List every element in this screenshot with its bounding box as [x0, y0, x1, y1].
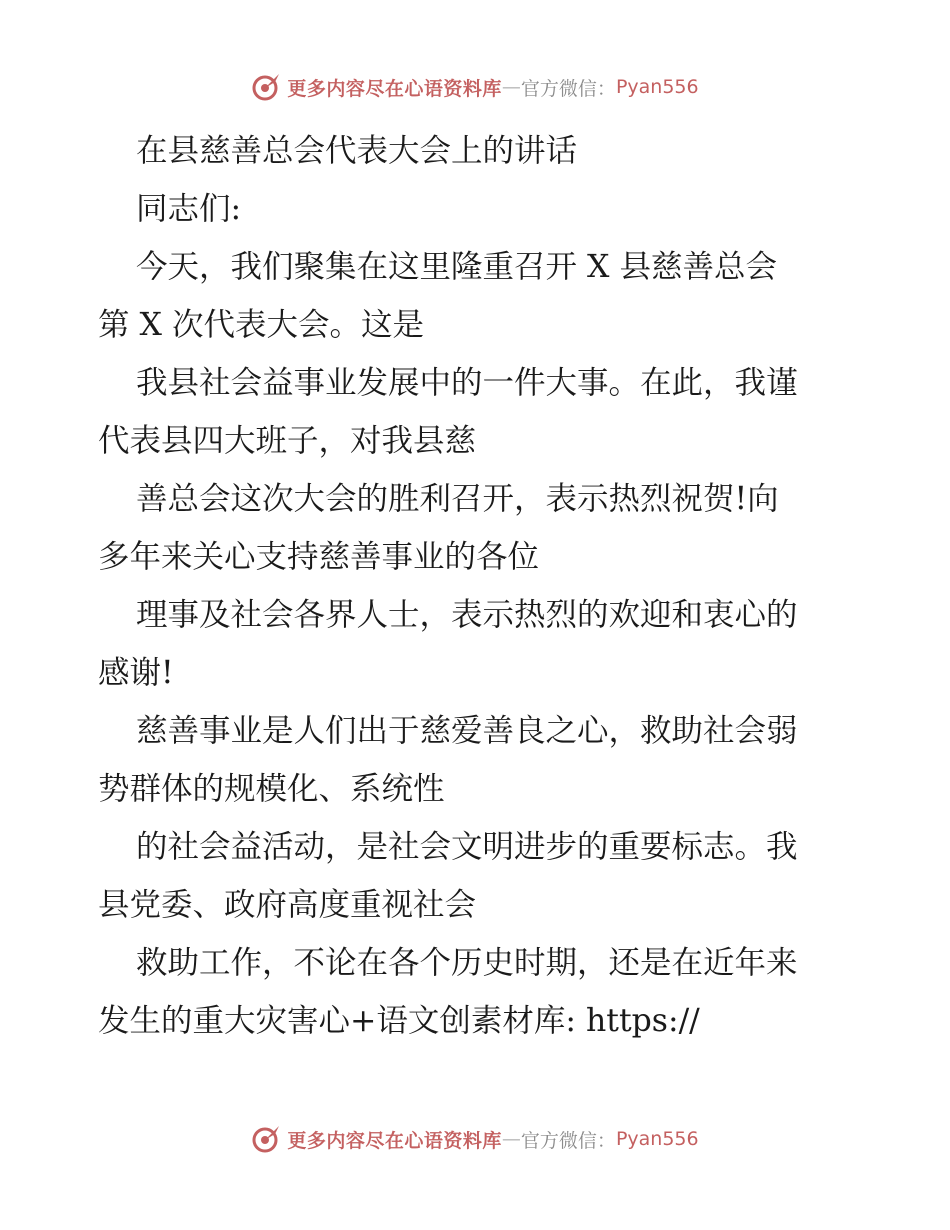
text-line: 理事及社会各界人士，表示热烈的欢迎和衷心的 — [136, 597, 798, 633]
document-body — [98, 122, 858, 1050]
header-brand-text: 更多内容尽在心语资料库 — [287, 77, 502, 100]
text-line: 慈善事业是人们出于慈爱善良之心，救助社会弱 — [136, 713, 798, 749]
footer-banner — [0, 1124, 950, 1154]
text-line: 多年来关心支持慈善事业的各位 — [98, 539, 540, 575]
quill-logo-icon — [251, 72, 281, 102]
text-line: 发生的重大灾害心+语文创素材库: https:// — [98, 1003, 700, 1039]
text-line: 今天，我们聚集在这里隆重召开 X 县慈善总会 — [136, 249, 777, 285]
header-contact-label: 官方微信： — [520, 77, 616, 100]
footer-contact-label: 官方微信： — [520, 1129, 616, 1152]
text-line: 同志们: — [136, 191, 242, 227]
quill-logo-icon — [251, 1124, 281, 1154]
text-line: 善总会这次大会的胜利召开，表示热烈祝贺!向 — [136, 481, 779, 517]
header-banner — [0, 72, 950, 102]
text-line: 的社会益活动，是社会文明进步的重要标志。我 — [136, 829, 798, 865]
footer-wechat-id: Pyan556 — [615, 1128, 699, 1150]
text-line: 势群体的规模化、系统性 — [98, 771, 445, 807]
text-line: 代表县四大班子，对我县慈 — [98, 423, 477, 459]
text-line: 县党委、政府高度重视社会 — [98, 887, 477, 923]
header-dash: — — [501, 76, 521, 98]
text-line: 在县慈善总会代表大会上的讲话 — [136, 133, 578, 169]
footer-brand-text: 更多内容尽在心语资料库 — [287, 1129, 502, 1152]
text-line: 感谢! — [98, 655, 174, 691]
header-wechat-id: Pyan556 — [615, 76, 699, 98]
text-line: 第 X 次代表大会。这是 — [98, 307, 424, 343]
footer-dash: — — [501, 1128, 521, 1150]
text-line: 我县社会益事业发展中的一件大事。在此，我谨 — [136, 365, 798, 401]
text-line: 救助工作，不论在各个历史时期，还是在近年来 — [136, 945, 798, 981]
